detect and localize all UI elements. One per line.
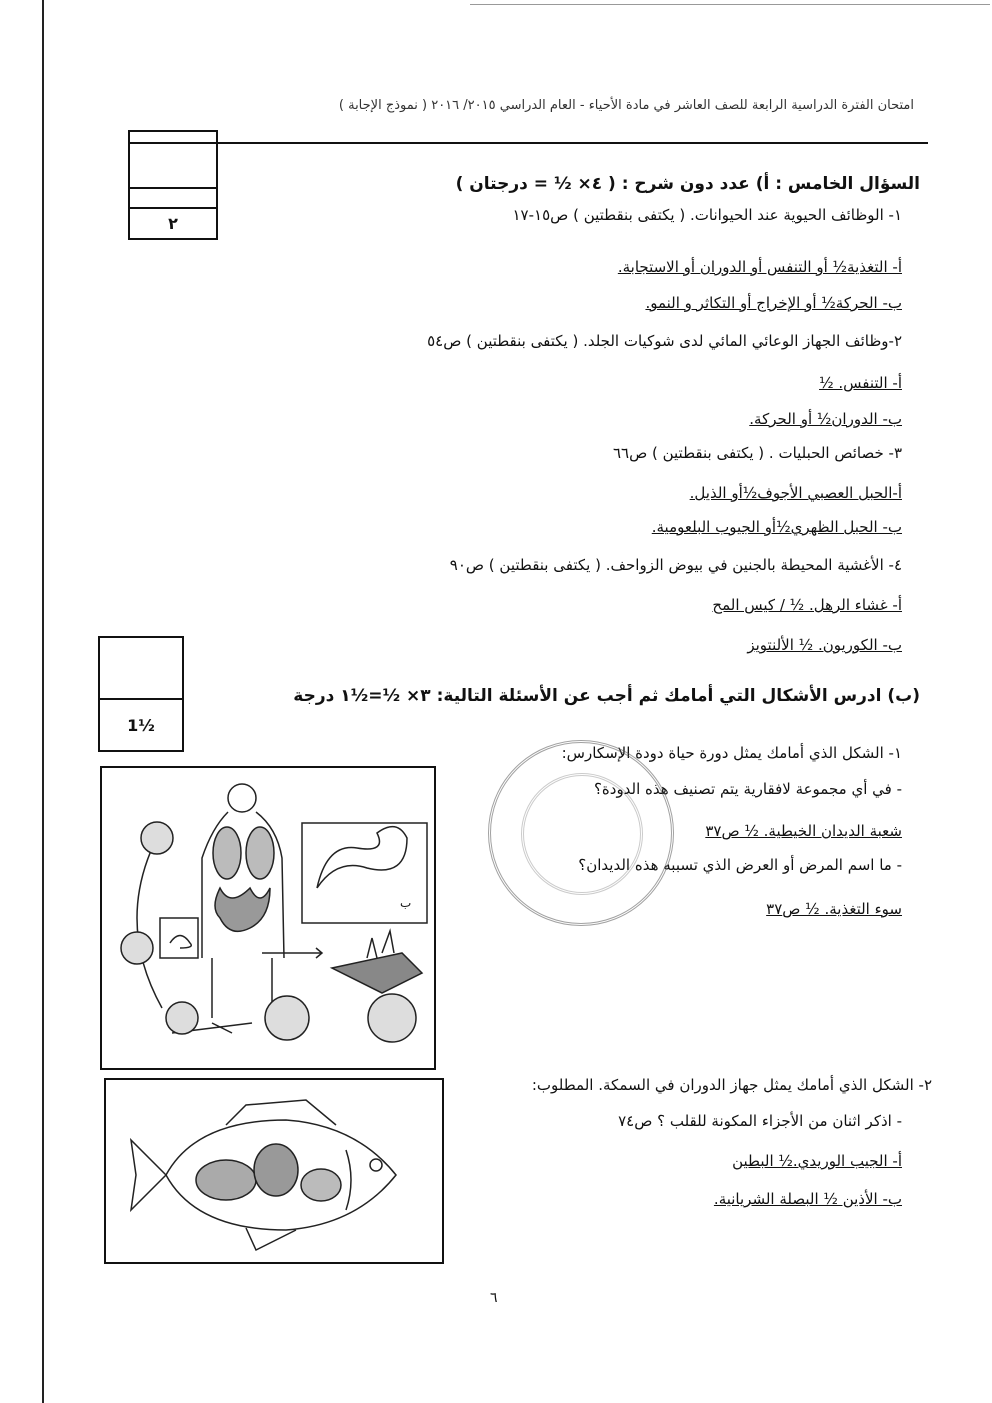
answer-line: ب- الحركة½ أو الإخراج أو التكاثر و النمو. <box>645 294 902 312</box>
score-value: 1½ <box>127 716 155 735</box>
question-item: ١- الوظائف الحيوية عند الحيوانات. ( يكتفى بنقطتين ) ص١٥-١٧ <box>512 206 902 224</box>
question-item: ٤- الأغشية المحيطة بالجنين في بيوض الزواحف. ( يكتفى بنقطتين ) ص٩٠ <box>449 556 902 574</box>
question-item: ٢-وظائف الجهاز الوعائي المائي لدى شوكيات الجلد. ( يكتفى بنقطتين ) ص٥٤ <box>427 332 902 350</box>
score-box-divider <box>130 207 216 209</box>
ascaris-life-cycle-drawing <box>102 768 434 1068</box>
ascaris-life-cycle-figure <box>100 766 436 1070</box>
fig1-question: - ما اسم المرض أو العرض الذي تسببه هذه الديدان؟ <box>578 856 902 874</box>
fig1-question: ١- الشكل الذي أمامك يمثل دورة حياة دودة الإسكارس: <box>561 744 902 762</box>
score-box-divider <box>130 187 216 189</box>
question-item: ٣- خصائص الحبليات . ( يكتفى بنقطتين ) ص٦٦ <box>612 444 902 462</box>
part-b-title: (ب) ادرس الأشكال التي أمامك ثم أجب عن الأسئلة التالية: ٣× ½=½١ درجة <box>293 686 920 706</box>
official-stamp <box>488 740 674 926</box>
fish-drawing <box>106 1080 442 1262</box>
answer-line: أ- غشاء الرهل. ½ / كيس المح <box>712 596 902 614</box>
exam-header: امتحان الفترة الدراسية الرابعة للصف العاشر في مادة الأحياء - العام الدراسي ٢٠١٥/ ٢٠١٦ ( نموذج الإجابة ) <box>338 98 914 113</box>
fig2-question: ٢- الشكل الذي أمامك يمثل جهاز الدوران في السمكة. المطلوب: <box>531 1076 932 1094</box>
answer-line: ب- الكوريون. ½ الألنتويز <box>747 636 902 654</box>
fig2-answer: أ- الجيب الوريدي.½ البطين <box>732 1152 902 1170</box>
fig1-answer: سوء التغذية. ½ ص٣٧ <box>766 900 902 918</box>
page-number: ٦ <box>490 1290 498 1306</box>
header-rule <box>128 142 928 144</box>
page-margin-line <box>42 0 44 1403</box>
fig2-answer: ب- الأذين ½ البصلة الشريانية. <box>713 1190 902 1208</box>
fig2-question: - اذكر اثنان من الأجزاء المكونة للقلب ؟ ص٧٤ <box>618 1112 902 1130</box>
stamp-inner-ring <box>521 773 643 895</box>
answer-line: أ- التغذية½ أو التنفس أو الدوران أو الاستجابة. <box>617 258 902 276</box>
score-box-divider <box>100 698 182 700</box>
figure-label-b: ب <box>400 896 412 910</box>
fig1-question: - في أي مجموعة لافقارية يتم تصنيف هذه الدودة؟ <box>593 780 902 798</box>
score-box-q5b <box>98 636 184 752</box>
answer-line: أ- التنفس. ½ <box>819 374 902 392</box>
answer-line: أ-الحبل العصبي الأجوف½أو الذيل. <box>689 484 902 502</box>
question-title: السؤال الخامس : أ) عدد دون شرح : ( ٤× ½ = درجتان ) <box>455 174 920 194</box>
fig1-answer: شعبة الديدان الخيطية. ½ ص٣٧ <box>705 822 902 840</box>
score-value: ٢ <box>168 214 178 233</box>
answer-line: ب- الدوران½ أو الحركة. <box>749 410 902 428</box>
top-edge-line <box>470 4 990 5</box>
answer-line: ب- الحبل الظهري½أو الجيوب البلعومية. <box>651 518 902 536</box>
score-box-q5a <box>128 130 218 240</box>
fish-circulatory-figure <box>104 1078 444 1264</box>
